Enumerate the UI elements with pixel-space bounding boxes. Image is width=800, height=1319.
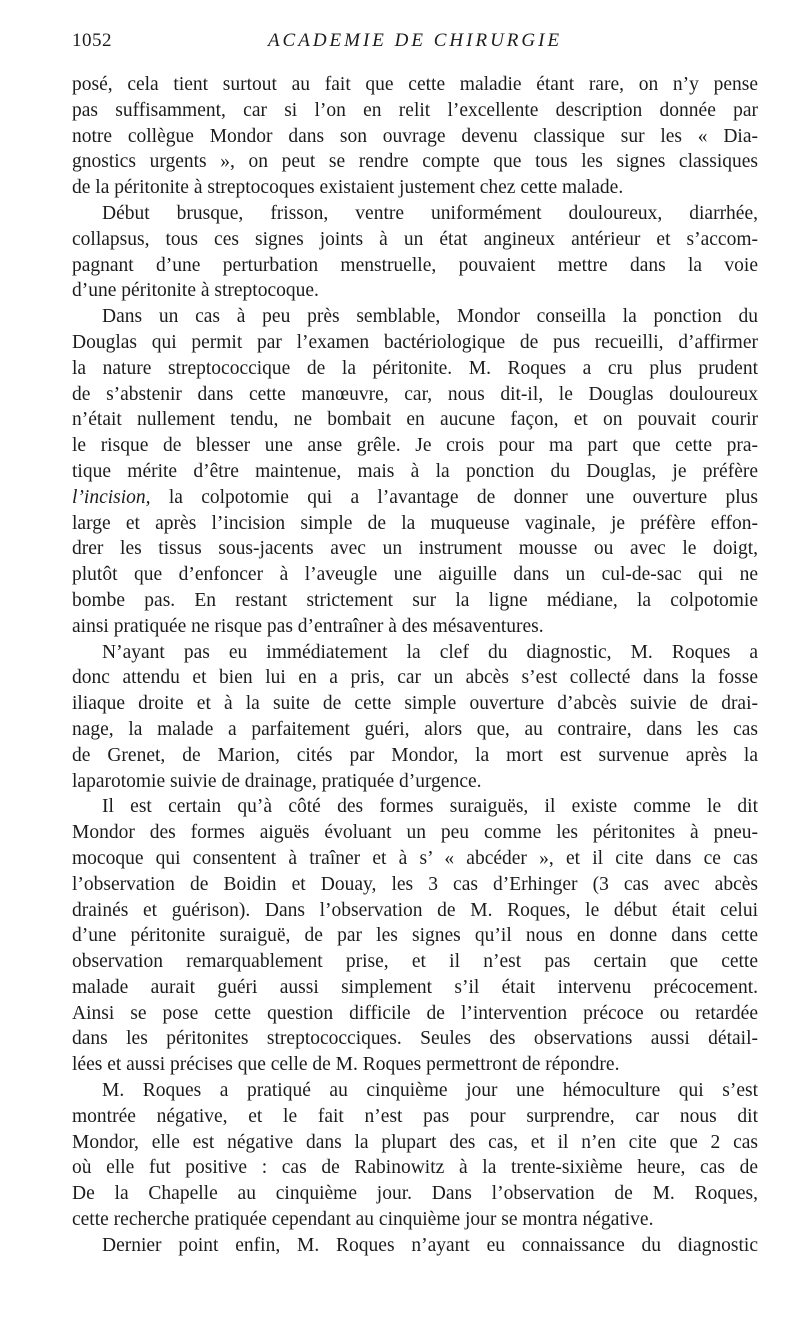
text-line: Mondor des formes aiguës évoluant un peu comme les péritonites à pneu- bbox=[72, 822, 758, 844]
text-line: Dernier point enfin, M. Roques n’ayant eu connaissance du diagnostic bbox=[102, 1234, 758, 1256]
text-line: notre collègue Mondor dans son ouvrage devenu classique sur les « Dia- bbox=[72, 125, 758, 147]
running-title: ACADEMIE DE CHIRURGIE bbox=[267, 30, 563, 51]
text-line: lées et aussi précises que celle de M. Roques permettront de répondre. bbox=[72, 1054, 620, 1076]
text-line: dans les péritonites streptococciques. Seules des observations aussi détail- bbox=[72, 1028, 758, 1050]
text-line-with-italic bbox=[72, 485, 758, 511]
text-line: la nature streptococcique de la péritonite. M. Roques a cru plus prudent bbox=[72, 357, 758, 379]
text-line: de s’abstenir dans cette manœuvre, car, nous dit-il, le Douglas douloureux bbox=[72, 383, 758, 405]
body-text bbox=[72, 72, 758, 1259]
text-line: Dans un cas à peu près semblable, Mondor conseilla la ponction du bbox=[102, 306, 758, 328]
text-line: plutôt que d’enfoncer à l’aveugle une aiguille dans un cul-de-sac qui ne bbox=[72, 564, 758, 586]
text-line: nage, la malade a parfaitement guéri, alors que, au contraire, dans les cas bbox=[72, 718, 758, 740]
text-line: montrée négative, et le fait n’est pas pour surprendre, car nous dit bbox=[72, 1105, 758, 1127]
text-line: posé, cela tient surtout au fait que cette maladie étant rare, on n’y pense bbox=[72, 74, 758, 95]
text-line: n’était nullement tendu, ne bombait en aucune façon, et on pouvait courir bbox=[72, 409, 758, 431]
text-line: donc attendu et bien lui en a pris, car un abcès s’est collecté dans la fosse bbox=[72, 667, 758, 689]
text-line: tique mérite d’être maintenue, mais à la ponction du Douglas, je préfère bbox=[72, 460, 758, 482]
text-line: ainsi pratiquée ne risque pas d’entraîner à des mésaventures. bbox=[72, 615, 544, 637]
text-line: observation remarquablement prise, et il n’est pas certain que cette bbox=[72, 951, 758, 973]
text-line: Douglas qui permit par l’examen bactériologique de pus recueilli, d’affirmer bbox=[72, 331, 758, 353]
text-line: de Grenet, de Marion, cités par Mondor, la mort est survenue après la bbox=[72, 744, 758, 766]
text-line: drer les tissus sous-jacents avec un instrument mousse ou avec le doigt, bbox=[72, 538, 758, 560]
text-line: iliaque droite et à la suite de cette simple ouverture d’abcès suivie de drai- bbox=[72, 693, 758, 715]
text-line: De la Chapelle au cinquième jour. Dans l’observation de M. Roques, bbox=[72, 1183, 758, 1205]
text-line: le risque de blesser une anse grêle. Je crois pour ma part que cette pra- bbox=[72, 435, 758, 457]
page-number: 1052 bbox=[72, 30, 112, 51]
italic-term: l’incision, bbox=[72, 486, 151, 508]
text-line: bombe pas. En restant strictement sur la ligne médiane, la colpotomie bbox=[72, 589, 758, 611]
text-line: Ainsi se pose cette question difficile de l’intervention précoce ou retardée bbox=[72, 1002, 758, 1024]
text-line: gnostics urgents », on peut se rendre compte que tous les signes classiques bbox=[72, 151, 758, 173]
text-line: malade aurait guéri aussi simplement s’il était intervenu précocement. bbox=[72, 976, 758, 998]
text-line: de la péritonite à streptocoques existaient justement chez cette malade. bbox=[72, 177, 624, 199]
text-line: Début brusque, frisson, ventre uniformément douloureux, diarrhée, bbox=[102, 202, 758, 224]
text-line: N’ayant pas eu immédiatement la clef du diagnostic, M. Roques a bbox=[102, 641, 758, 663]
text-line: d’une péritonite à streptocoque. bbox=[72, 280, 319, 302]
text-line: pas suffisamment, car si l’on en relit l’excellente description donnée par bbox=[72, 99, 758, 121]
text-line: M. Roques a pratiqué au cinquième jour une hémoculture qui s’est bbox=[102, 1080, 758, 1102]
text-line: collapsus, tous ces signes joints à un état angineux antérieur et s’accom- bbox=[72, 228, 758, 250]
text-line: pagnant d’une perturbation menstruelle, pouvaient mettre dans la voie bbox=[72, 254, 758, 276]
text-line: drainés et guérison). Dans l’observation de M. Roques, le début était celui bbox=[72, 899, 758, 921]
text-line: large et après l’incision simple de la muqueuse vaginale, je préfère effon- bbox=[72, 512, 758, 534]
text-line: où elle fut positive : cas de Rabinowitz à la trente-sixième heure, cas de bbox=[72, 1157, 758, 1179]
text-line: Il est certain qu’à côté des formes suraiguës, il existe comme le dit bbox=[102, 796, 758, 818]
text-line-rest: la colpotomie qui a l’avantage de donner une ouverture plus bbox=[150, 486, 758, 508]
page-header bbox=[72, 30, 758, 60]
text-line: Mondor, elle est négative dans la plupart des cas, et il n’en cite que 2 cas bbox=[72, 1131, 758, 1153]
text-line: laparotomie suivie de drainage, pratiquée d’urgence. bbox=[72, 770, 482, 792]
text-line: cette recherche pratiquée cependant au cinquième jour se montra négative. bbox=[72, 1209, 654, 1231]
text-line: l’observation de Boidin et Douay, les 3 cas d’Erhinger (3 cas avec abcès bbox=[72, 873, 758, 895]
text-line: mocoque qui consentent à traîner et à s’ « abcéder », et il cite dans ce cas bbox=[72, 847, 758, 869]
text-line: d’une péritonite suraiguë, de par les signes qu’il nous en donne dans cette bbox=[72, 925, 758, 947]
